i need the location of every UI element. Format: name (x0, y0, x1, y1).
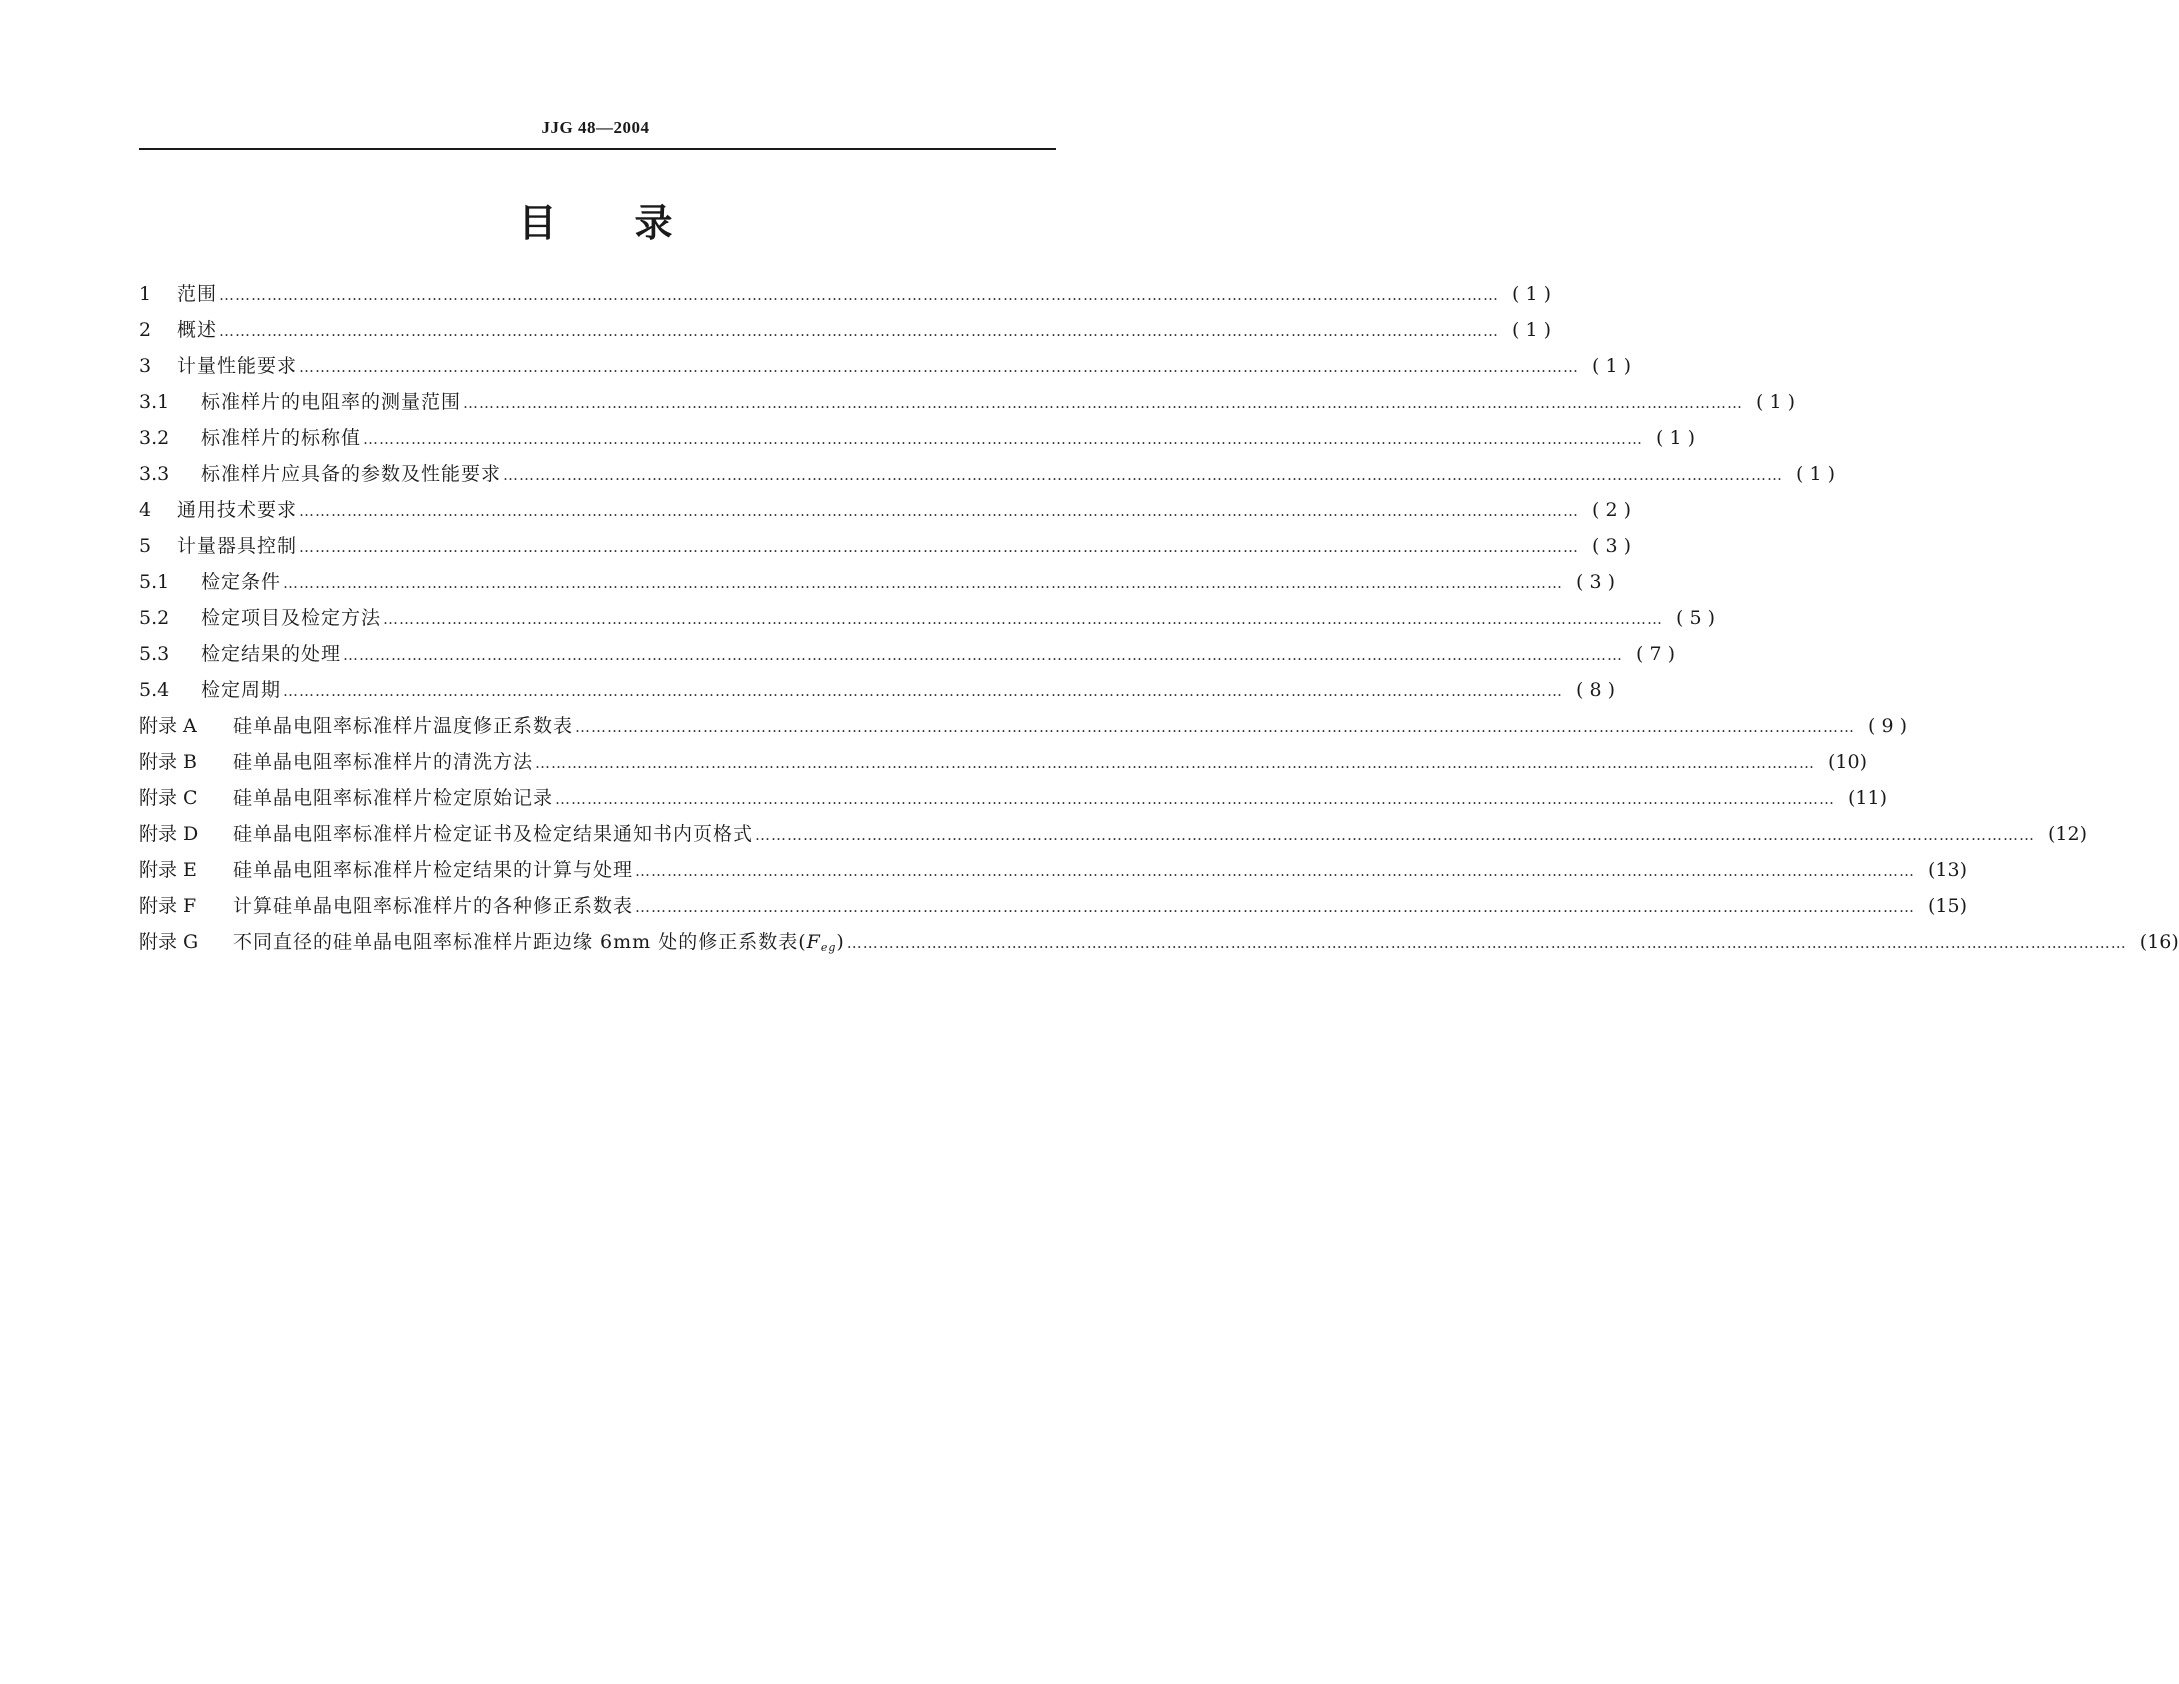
toc-entry-title: 硅单晶电阻率标准样片检定证书及检定结果通知书内页格式 (233, 823, 754, 845)
toc-entry[interactable] (139, 384, 1796, 420)
toc-entry-title: 计算硅单晶电阻率标准样片的各种修正系数表 (233, 895, 634, 917)
toc-entry[interactable] (139, 816, 2088, 852)
toc-leader-dots: …………………………………………………………………………………………………………………………………………………………………………………………………………………… (575, 718, 1856, 736)
toc-entry-title: 通用技术要求 (177, 499, 298, 521)
toc-entry-title: 计量器具控制 (177, 535, 298, 557)
toc-entry[interactable] (139, 528, 1632, 564)
toc-entry-number: 附录 F (139, 895, 197, 917)
toc-entry-title: 硅单晶电阻率标准样片检定结果的计算与处理 (233, 859, 634, 881)
toc-entry-page: ( 1 ) (1796, 463, 1836, 485)
toc-leader-dots: …………………………………………………………………………………………………………………………………………………………………………………………………………………… (555, 790, 1836, 808)
toc-entry-page: ( 3 ) (1576, 571, 1616, 593)
toc-entry-page: ( 1 ) (1512, 319, 1552, 341)
toc-leader-dots: …………………………………………………………………………………………………………………………………………………………………………………………………………………… (755, 826, 2036, 844)
toc-leader-dots: …………………………………………………………………………………………………………………………………………………………………………………………………………………… (283, 682, 1564, 700)
toc-entry-title: 标准样片应具备的参数及性能要求 (201, 463, 502, 485)
toc-entry-number: 5.3 (139, 643, 170, 665)
toc-leader-dots: …………………………………………………………………………………………………………………………………………………………………………………………………………………… (383, 610, 1664, 628)
toc-entry-title: 检定条件 (201, 571, 282, 593)
toc-leader-dots: …………………………………………………………………………………………………………………………………………………………………………………………………………………… (283, 574, 1564, 592)
formula-symbol: F (806, 931, 821, 953)
toc-leader-dots: …………………………………………………………………………………………………………………………………………………………………………………………………………………… (635, 898, 1916, 916)
toc-entry-number: 4 (139, 499, 152, 521)
toc-entry-title: 标准样片的标称值 (201, 427, 362, 449)
toc-leader-dots: …………………………………………………………………………………………………………………………………………………………………………………………………………………… (846, 934, 2127, 952)
toc-entry-number: 附录 B (139, 751, 198, 773)
toc-entry[interactable] (139, 456, 1836, 492)
toc-entry[interactable] (139, 888, 1968, 924)
toc-leader-dots: …………………………………………………………………………………………………………………………………………………………………………………………………………………… (299, 538, 1580, 556)
document-code: JJG 48—2004 (541, 118, 650, 137)
toc-entry-page: ( 2 ) (1592, 499, 1632, 521)
toc-entry-page: ( 1 ) (1512, 283, 1552, 305)
toc-entry[interactable] (139, 780, 1888, 816)
toc-entry-page: ( 7 ) (1636, 643, 1676, 665)
toc-leader-dots: …………………………………………………………………………………………………………………………………………………………………………………………………………………… (363, 430, 1644, 448)
toc-entry-number: 5.1 (139, 571, 170, 593)
toc-entry-page: ( 1 ) (1656, 427, 1696, 449)
toc-entry-number: 5.4 (139, 679, 170, 701)
toc-entry-number: 5 (139, 535, 152, 557)
toc-entry[interactable] (139, 744, 1868, 780)
toc-leader-dots: …………………………………………………………………………………………………………………………………………………………………………………………………………………… (535, 754, 1816, 772)
toc-entry-page: (15) (1928, 895, 1968, 917)
toc-entry[interactable] (139, 312, 1552, 348)
toc-entry-number: 3.2 (139, 427, 170, 449)
toc-leader-dots: …………………………………………………………………………………………………………………………………………………………………………………………………………………… (503, 466, 1784, 484)
toc-entry[interactable] (139, 924, 2179, 960)
toc-entry-page: (12) (2048, 823, 2088, 845)
toc-entry-page: ( 9 ) (1868, 715, 1908, 737)
toc-entry-title: 检定项目及检定方法 (201, 607, 382, 629)
toc-entry[interactable] (139, 276, 1552, 312)
toc-leader-dots: …………………………………………………………………………………………………………………………………………………………………………………………………………………… (299, 502, 1580, 520)
toc-entry-title-suffix: ) (836, 931, 845, 953)
toc-entry-title: 检定结果的处理 (201, 643, 342, 665)
toc-entry-number: 2 (139, 319, 152, 341)
toc-entry[interactable] (139, 672, 1616, 708)
formula-subscript: eg (820, 941, 837, 954)
toc-entry[interactable] (139, 708, 1908, 744)
toc-entry-title-main: 不同直径的硅单晶电阻率标准样片距边缘 6mm 处的修正系数表( (233, 931, 807, 953)
toc-entry[interactable] (139, 600, 1716, 636)
toc-entry-number: 5.2 (139, 607, 170, 629)
toc-entry[interactable] (139, 492, 1632, 528)
toc-leader-dots: …………………………………………………………………………………………………………………………………………………………………………………………………………………… (219, 322, 1500, 340)
toc-entry-page: ( 1 ) (1756, 391, 1796, 413)
toc-entry-page: ( 5 ) (1676, 607, 1716, 629)
toc-entry-number: 附录 D (139, 823, 199, 845)
toc-entry-page: (10) (1828, 751, 1868, 773)
toc-list (139, 276, 2179, 960)
toc-title: 目录 (518, 201, 751, 245)
toc-leader-dots: …………………………………………………………………………………………………………………………………………………………………………………………………………………… (299, 358, 1580, 376)
toc-entry-title: 硅单晶电阻率标准样片的清洗方法 (233, 751, 534, 773)
toc-entry-number: 3.1 (139, 391, 170, 413)
toc-entry-number: 附录 C (139, 787, 198, 809)
toc-entry-number: 附录 A (139, 715, 197, 737)
toc-entry-page: (13) (1928, 859, 1968, 881)
toc-entry-title: 范围 (177, 283, 218, 305)
toc-entry-number: 1 (139, 283, 152, 305)
toc-entry[interactable] (139, 564, 1616, 600)
toc-entry-number: 附录 G (139, 931, 199, 953)
toc-entry-number: 3.3 (139, 463, 170, 485)
toc-entry-title: 硅单晶电阻率标准样片温度修正系数表 (233, 715, 574, 737)
toc-entry-title: 计量性能要求 (177, 355, 298, 377)
toc-entry-page: ( 1 ) (1592, 355, 1632, 377)
toc-entry-title: 概述 (177, 319, 218, 341)
toc-entry-number: 3 (139, 355, 152, 377)
toc-entry-title: 硅单晶电阻率标准样片检定原始记录 (233, 787, 554, 809)
toc-entry-title (233, 924, 845, 966)
toc-entry-number: 附录 E (139, 859, 197, 881)
toc-entry[interactable] (139, 420, 1696, 456)
toc-entry[interactable] (139, 852, 1968, 888)
header-divider (139, 148, 1056, 150)
toc-leader-dots: …………………………………………………………………………………………………………………………………………………………………………………………………………………… (463, 394, 1744, 412)
toc-leader-dots: …………………………………………………………………………………………………………………………………………………………………………………………………………………… (343, 646, 1624, 664)
toc-entry-title: 标准样片的电阻率的测量范围 (201, 391, 462, 413)
toc-entry[interactable] (139, 348, 1632, 384)
toc-entry-page: ( 8 ) (1576, 679, 1616, 701)
toc-leader-dots: …………………………………………………………………………………………………………………………………………………………………………………………………………………… (219, 286, 1500, 304)
toc-entry-page: ( 3 ) (1592, 535, 1632, 557)
toc-entry-title: 检定周期 (201, 679, 282, 701)
toc-leader-dots: …………………………………………………………………………………………………………………………………………………………………………………………………………………… (635, 862, 1916, 880)
toc-entry[interactable] (139, 636, 1676, 672)
toc-entry-page: (11) (1848, 787, 1888, 809)
toc-entry-page: (16) (2139, 931, 2179, 953)
